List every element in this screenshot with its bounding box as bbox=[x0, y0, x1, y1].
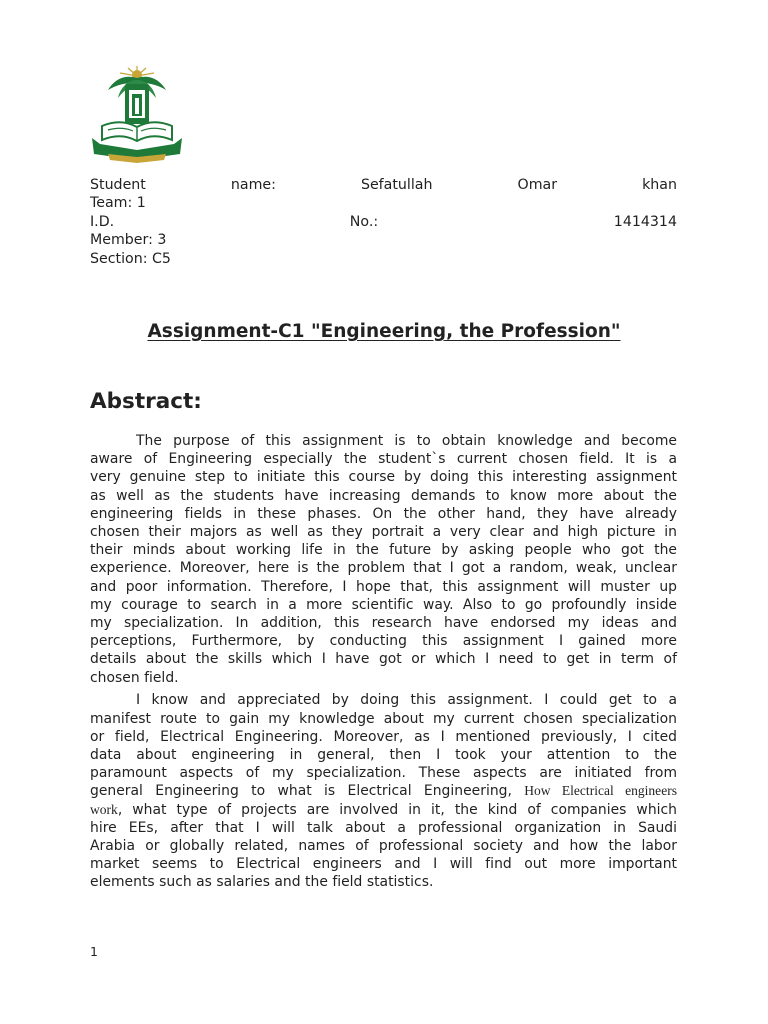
name-label: name: bbox=[230, 177, 276, 193]
paragraph-line: The purpose of this assignment is to obtain knowledge and become bbox=[136, 433, 677, 449]
paragraph-line: market seems to Electrical engineers and I will find out more important bbox=[90, 856, 677, 873]
member-line: Member: 3 bbox=[90, 232, 167, 249]
paragraph-line: data about engineering in general, then I took your attention to the bbox=[90, 746, 677, 763]
no-label: No.: bbox=[349, 213, 379, 230]
student-info bbox=[90, 176, 677, 268]
paragraph-line: elements such as salaries and the field statistics. bbox=[90, 874, 434, 891]
section-line: Section: C5 bbox=[90, 250, 171, 267]
serif-text-run: work bbox=[90, 801, 118, 817]
paragraph-line: Arabia or globally related, names of professional society and how the labor bbox=[90, 837, 677, 854]
paragraph-line: hire EEs, after that I will talk about a professional organization in Saudi bbox=[90, 819, 677, 836]
paragraph-line-mixed bbox=[90, 782, 677, 800]
text-run: , what type of projects are involved in it, the kind of companies which bbox=[117, 801, 677, 818]
paragraph-line: chosen field. bbox=[90, 669, 179, 686]
paragraph-line: details about the skills which I have got or which I need to get in term of bbox=[90, 651, 677, 668]
team-line: Team: 1 bbox=[90, 195, 146, 212]
paragraph-line-mixed bbox=[90, 801, 677, 819]
paragraph-line: their minds about working life in the future by asking people who got the bbox=[90, 542, 677, 559]
paragraph-line: very genuine step to initiate this course by doing this interesting assignment bbox=[90, 469, 677, 486]
paragraph-line: aware of Engineering especially the student`s current chosen field. It is a bbox=[90, 451, 677, 468]
paragraph-line: or field, Electrical Engineering. Moreover, as I mentioned previously, I cited bbox=[90, 728, 677, 745]
serif-text-run: How Electrical engineers bbox=[524, 783, 677, 799]
student-name-line bbox=[90, 176, 677, 194]
paragraph-2 bbox=[90, 691, 677, 891]
abstract-body bbox=[90, 432, 677, 896]
paragraph-line: chosen their majors as well as they portrait a very clear and high picture in bbox=[90, 524, 677, 541]
paragraph-1 bbox=[90, 432, 677, 687]
paragraph-line: manifest route to gain my knowledge about my current chosen specialization bbox=[90, 710, 677, 727]
student-label: Student bbox=[90, 177, 146, 193]
id-label: I.D. bbox=[90, 213, 115, 230]
paragraph-line: and poor information. Therefore, I hope that, this assignment will muster up bbox=[90, 578, 677, 595]
paragraph-line: paramount aspects of my specialization. These aspects are initiated from bbox=[90, 765, 677, 782]
last-name: khan bbox=[642, 177, 677, 193]
paragraph-line: my courage to search in a more scientific way. Also to go profoundly inside bbox=[90, 596, 677, 613]
text-run: general Engineering to what is Electrical Engineering, bbox=[90, 783, 525, 800]
id-number: 1414314 bbox=[613, 213, 677, 230]
university-logo bbox=[88, 64, 186, 164]
abstract-heading: Abstract: bbox=[90, 389, 202, 414]
paragraph-line: as well as the students have increasing demands to know more about the bbox=[90, 487, 677, 504]
paragraph-line: experience. Moreover, here is the problem that I got a random, weak, unclear bbox=[90, 560, 677, 577]
page-number: 1 bbox=[90, 944, 98, 959]
first-name: Sefatullah bbox=[360, 177, 433, 193]
paragraph-line: my specialization. In addition, this research have endorsed my ideas and bbox=[90, 615, 677, 632]
middle-name: Omar bbox=[517, 177, 558, 193]
id-line bbox=[90, 213, 677, 231]
paragraph-line: I know and appreciated by doing this assignment. I could get to a bbox=[136, 692, 677, 709]
document-title: Assignment-C1 "Engineering, the Profession" bbox=[147, 321, 621, 342]
paragraph-line: perceptions, Furthermore, by conducting this assignment I gained more bbox=[90, 633, 677, 650]
paragraph-line: engineering fields in these phases. On the other hand, they have already bbox=[90, 505, 677, 522]
